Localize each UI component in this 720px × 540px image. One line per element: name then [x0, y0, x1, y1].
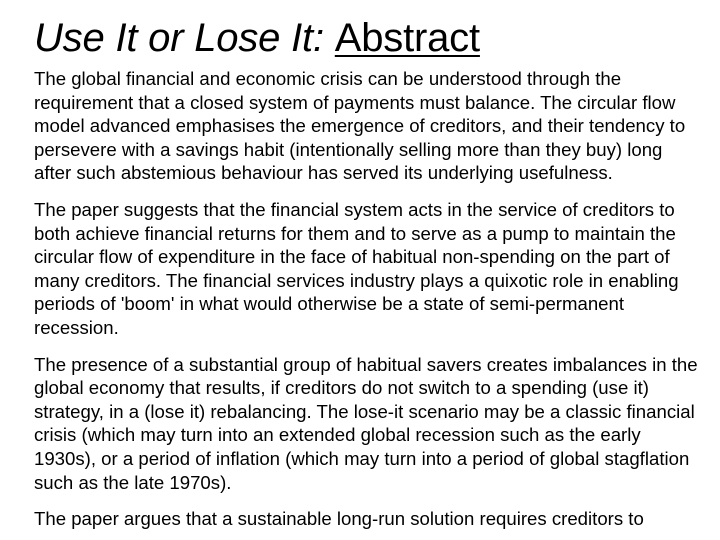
abstract-paragraph-2: The paper suggests that the financial system acts in the service of creditors to both achieve financial returns for them and to serve as a pump to maintain the circular flow of expenditure in the face of habitual non-spending on the part of many creditors. The financial services industry plays a quixotic role in enabling periods of 'boom' in what would otherwise be a state of semi-permanent recession. — [34, 198, 679, 338]
title-prefix: Use It or Lose It: — [34, 16, 335, 60]
title-emphasis: Abstract — [334, 16, 480, 60]
abstract-paragraph-3: The presence of a substantial group of habitual savers creates imbalances in the global economy that results, if creditors do not switch to a spending (use it) strategy, in a (lose it) rebalancing. The lose-it scenario may be a classic financial crisis (which may turn into an extended global recession such as the early 1930s), or a period of inflation (which may turn into a period of global stagflation such as the late 1970s). — [34, 353, 698, 493]
abstract-paragraph-1: The global financial and economic crisis can be understood through the requirement that a closed system of payments must balance. The circular flow model advanced emphasises the emergence of creditors, and their tendency to persevere with a savings habit (intentionally selling more than they buy) long after such abstemious behaviour has served its underlying usefulness. — [34, 68, 686, 184]
abstract-paragraph-4: The paper argues that a sustainable long-run solution requires creditors to — [34, 508, 644, 530]
slide-title — [34, 14, 480, 62]
slide-body — [34, 67, 700, 540]
